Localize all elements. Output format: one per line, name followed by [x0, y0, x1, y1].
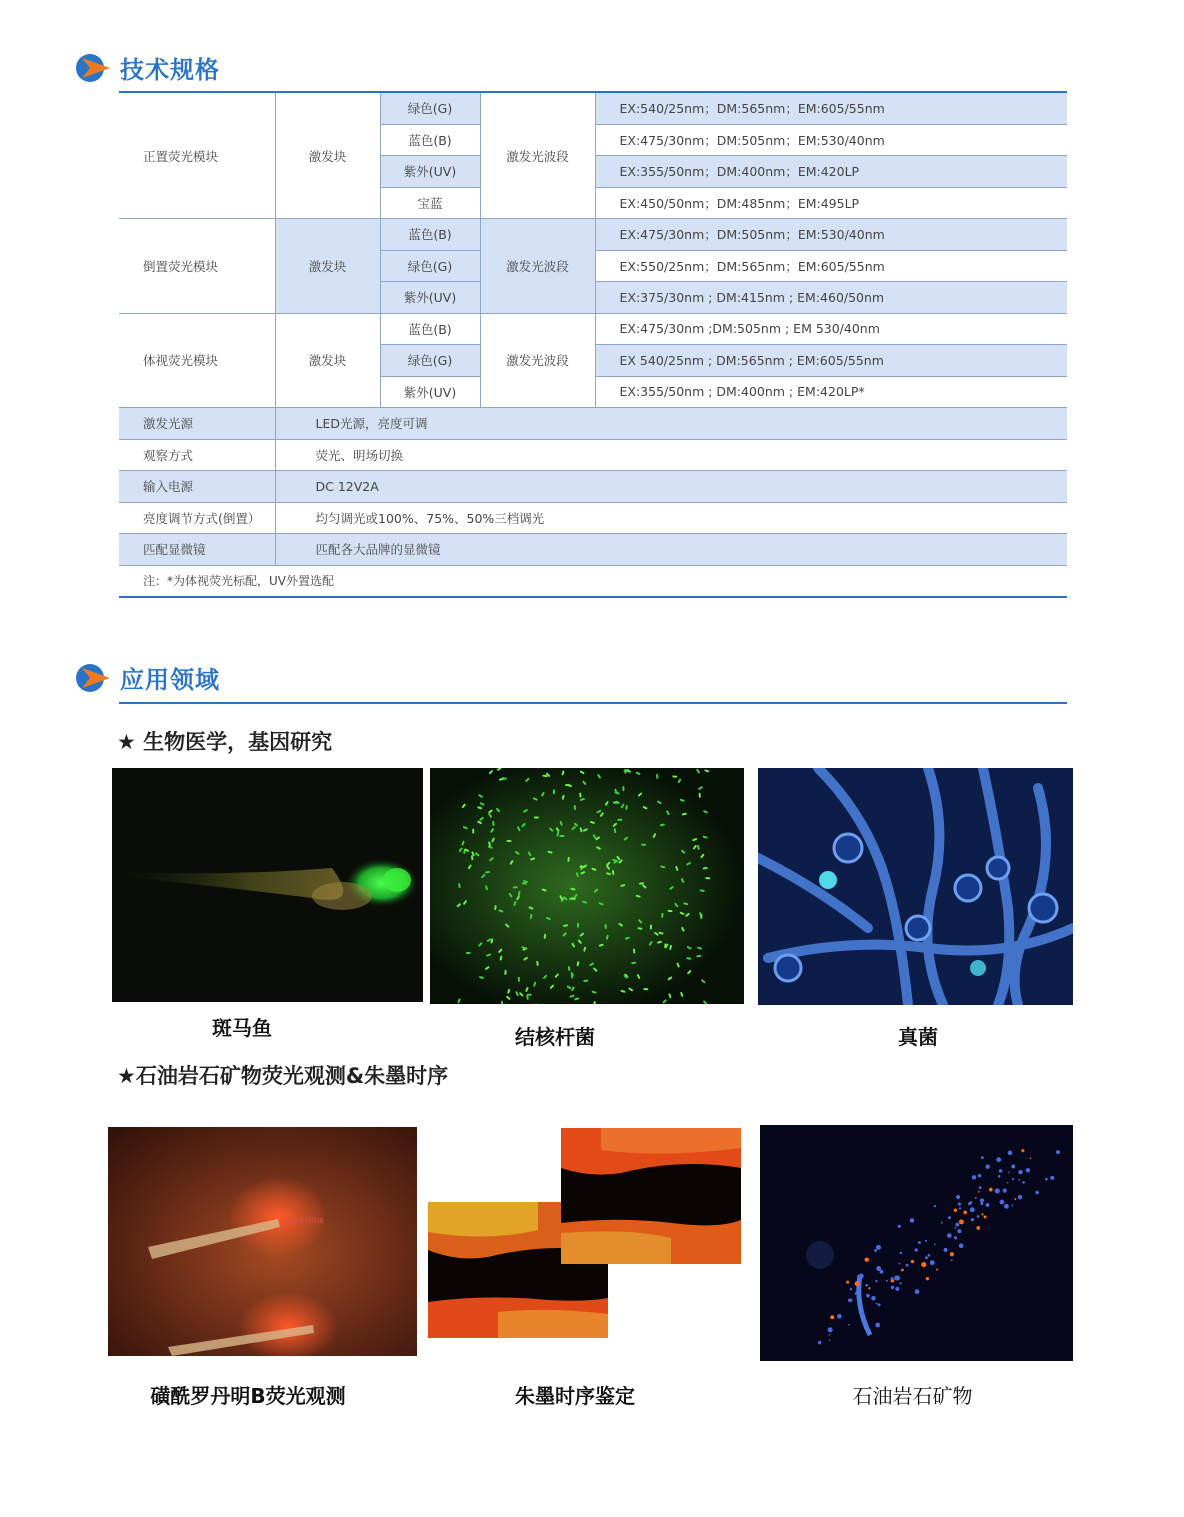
- spec-cell: EX:475/30nm；DM:505nm；EM:530/40nm: [595, 124, 1067, 156]
- module-cell: 体视荧光模块: [119, 313, 275, 408]
- color-cell: 宝蓝: [380, 187, 480, 219]
- geo-heading: ★石油岩石矿物荧光观测&朱墨时序: [117, 1064, 449, 1088]
- spec-cell: EX:475/30nm；DM:505nm；EM:530/40nm: [595, 219, 1067, 251]
- rhodamine-image: [108, 1127, 417, 1356]
- spec-cell: EX:450/50nm；DM:485nm；EM:495LP: [595, 187, 1067, 219]
- specs-section-header: [76, 50, 220, 85]
- overlay-label: 磺酰罗丹明B: [284, 1217, 324, 1225]
- table-row: [119, 408, 1067, 440]
- apps-section-header: [76, 660, 220, 695]
- spec-cell: EX:355/50nm；DM:400nm；EM:420LP: [595, 156, 1067, 188]
- misc-label: 激发光源: [119, 408, 275, 440]
- caption: 真菌: [898, 1025, 938, 1049]
- color-cell: 绿色(G): [380, 92, 480, 124]
- misc-value: 匹配各大品牌的显微镜: [275, 534, 1067, 566]
- section-title: 应用领域: [120, 666, 220, 694]
- table-row: [119, 92, 1067, 124]
- caption: 结核杆菌: [515, 1025, 595, 1049]
- caption: 斑马鱼: [212, 1016, 272, 1040]
- caption: 朱墨时序鉴定: [515, 1384, 635, 1408]
- band-cell: 激发光波段: [480, 92, 595, 219]
- module-cell: 倒置荧光模块: [119, 219, 275, 314]
- band-cell: 激发光波段: [480, 313, 595, 408]
- caption: 磺酰罗丹明B荧光观测: [150, 1384, 346, 1408]
- section-title: 技术规格: [120, 56, 220, 84]
- section-logo-icon: [76, 52, 112, 84]
- color-cell: 蓝色(B): [380, 219, 480, 251]
- table-row: [119, 565, 1067, 597]
- table-note: 注：*为体视荧光标配，UV外置选配: [119, 565, 1067, 597]
- spec-cell: EX:540/25nm；DM:565nm；EM:605/55nm: [595, 92, 1067, 124]
- zebrafish-image: [112, 768, 423, 1002]
- misc-label: 匹配显微镜: [119, 534, 275, 566]
- bio-heading: ★ 生物医学，基因研究: [117, 730, 333, 754]
- color-cell: 绿色(G): [380, 250, 480, 282]
- table-row: [119, 502, 1067, 534]
- table-row: [119, 534, 1067, 566]
- spec-cell: EX:375/30nm ; DM:415nm ; EM:460/50nm: [595, 282, 1067, 314]
- section-divider: [119, 702, 1067, 704]
- band-cell: 激发光波段: [480, 219, 595, 314]
- color-cell: 紫外(UV): [380, 376, 480, 408]
- tuberculosis-image: [430, 768, 744, 1004]
- spec-cell: EX:475/30nm ;DM:505nm ; EM 530/40nm: [595, 313, 1067, 345]
- section-logo-icon: [76, 662, 112, 694]
- color-cell: 紫外(UV): [380, 156, 480, 188]
- spec-cell: EX 540/25nm ; DM:565nm ; EM:605/55nm: [595, 345, 1067, 377]
- misc-value: 均匀调光或100%、75%、50%三档调光: [275, 502, 1067, 534]
- block-cell: 激发块: [275, 219, 380, 314]
- color-cell: 紫外(UV): [380, 282, 480, 314]
- module-cell: 正置荧光模块: [119, 92, 275, 219]
- misc-label: 亮度调节方式(倒置）: [119, 502, 275, 534]
- spec-cell: EX:550/25nm；DM:565nm；EM:605/55nm: [595, 250, 1067, 282]
- petroleum-rock-image: [760, 1125, 1073, 1361]
- specs-table: [119, 91, 1067, 598]
- misc-value: LED光源，亮度可调: [275, 408, 1067, 440]
- table-row: [119, 313, 1067, 345]
- table-row: [119, 219, 1067, 251]
- caption: 石油岩石矿物: [852, 1384, 973, 1408]
- color-cell: 绿色(G): [380, 345, 480, 377]
- table-row: [119, 439, 1067, 471]
- misc-value: DC 12V2A: [275, 471, 1067, 503]
- color-cell: 蓝色(B): [380, 124, 480, 156]
- fungus-image: [758, 768, 1073, 1005]
- spec-cell: EX:355/50nm ; DM:400nm ; EM:420LP*: [595, 376, 1067, 408]
- ink-sequence-image-2: [561, 1128, 741, 1264]
- block-cell: 激发块: [275, 92, 380, 219]
- misc-label: 观察方式: [119, 439, 275, 471]
- table-row: [119, 471, 1067, 503]
- color-cell: 蓝色(B): [380, 313, 480, 345]
- misc-value: 荧光、明场切换: [275, 439, 1067, 471]
- block-cell: 激发块: [275, 313, 380, 408]
- misc-label: 输入电源: [119, 471, 275, 503]
